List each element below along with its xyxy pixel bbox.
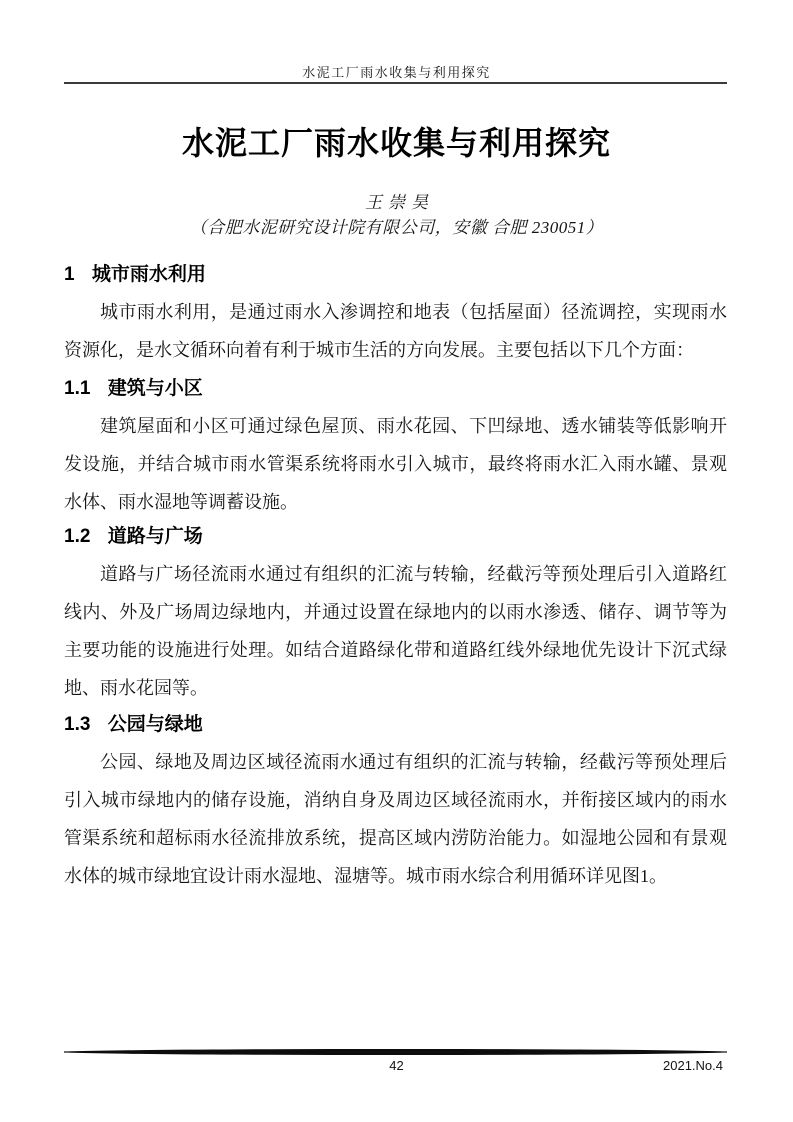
section-1-1 xyxy=(64,377,727,521)
section-1-2-number: 1.2 xyxy=(64,526,91,547)
section-1-heading xyxy=(64,263,727,287)
section-1-1-paragraph: 建筑屋面和小区可通过绿色屋顶、雨水花园、下凹绿地、透水铺装等低影响开发设施，并结合城市雨水管渠系统将雨水引入城市，最终将雨水汇入雨水罐、景观水体、雨水湿地等调蓄设施。 xyxy=(64,416,727,512)
section-1-3-number: 1.3 xyxy=(64,714,91,735)
section-1-2-heading xyxy=(64,525,727,549)
section-1-number: 1 xyxy=(64,264,75,285)
issue-number: 2021.No.4 xyxy=(663,1058,723,1073)
page-number: 42 xyxy=(389,1058,404,1073)
section-1-3-title: 公园与绿地 xyxy=(107,714,203,735)
header-rule xyxy=(64,82,727,84)
section-1-3 xyxy=(64,713,727,895)
section-1-1-heading xyxy=(64,377,727,401)
author-affiliation: （合肥水泥研究设计院有限公司，安徽 合肥 230051） xyxy=(189,218,604,237)
section-1-2-paragraph: 道路与广场径流雨水通过有组织的汇流与转输，经截污等预处理后引入道路红线内、外及广场周边绿地内，并通过设置在绿地内的以雨水渗透、储存、调节等为主要功能的设施进行处理。如结合道路绿化带和道路红线外绿地优先设计下沉式绿地、雨水花园等。 xyxy=(64,564,727,698)
running-header-title: 水泥工厂雨水收集与利用探究 xyxy=(302,65,491,80)
section-1-title: 城市雨水利用 xyxy=(91,264,206,285)
section-1-1-number: 1.1 xyxy=(64,378,91,399)
section-1-3-paragraph: 公园、绿地及周边区域径流雨水通过有组织的汇流与转输，经截污等预处理后引入城市绿地内的储存设施，消纳自身及周边区域径流雨水，并衔接区域内的雨水管渠系统和超标雨水径流排放系统，提高区域内涝防治能力。如湿地公园和有景观水体的城市绿地宜设计雨水湿地、湿塘等。城市雨水综合利用循环详见图1。 xyxy=(64,752,727,886)
section-1-1-title: 建筑与小区 xyxy=(107,378,203,399)
section-1-3-heading xyxy=(64,713,727,737)
footer-divider-bar xyxy=(64,1049,727,1055)
section-1-paragraph: 城市雨水利用，是通过雨水入渗调控和地表（包括屋面）径流调控，实现雨水资源化，是水文循环向着有利于城市生活的方向发展。主要包括以下几个方面： xyxy=(64,302,727,360)
section-1-2 xyxy=(64,525,727,707)
author-name: 王崇昊 xyxy=(365,193,434,212)
section-1-2-title: 道路与广场 xyxy=(107,526,203,547)
footer-brush-stroke-graphic xyxy=(64,1049,727,1055)
section-1 xyxy=(64,263,727,369)
article-title: 水泥工厂雨水收集与利用探究 xyxy=(181,125,611,161)
